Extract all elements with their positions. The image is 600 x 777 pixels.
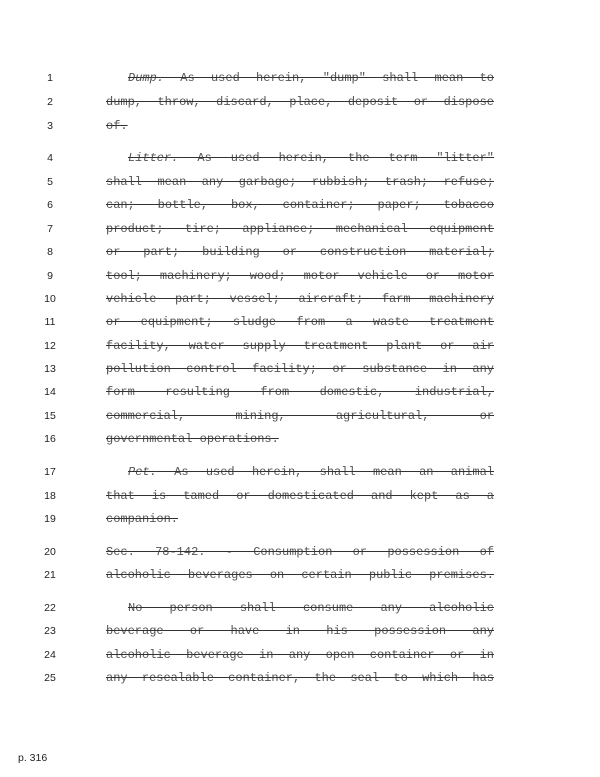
line-text: product; tire; appliance; mechanical equipment [106, 222, 494, 236]
line-text: Dump. As used herein, "dump" shall mean to [128, 71, 494, 85]
defined-term: Dump. [128, 71, 165, 85]
line-number: 16 [44, 433, 56, 445]
line-number: 13 [44, 363, 56, 375]
line-number: 5 [47, 176, 53, 188]
line-number: 9 [47, 270, 53, 282]
line-3 [0, 118, 600, 141]
line-text: dump, throw, discard, place, deposit or dispose [106, 95, 494, 109]
line-17 [0, 464, 600, 487]
line-number: 21 [44, 569, 56, 581]
line-text: form resulting from domestic, industrial, [106, 385, 494, 399]
line-number: 7 [47, 223, 53, 235]
line-8 [0, 244, 600, 267]
line-23 [0, 623, 600, 646]
section-heading: Sec. 78-142. - Consumption or possession of [106, 545, 494, 559]
line-text: that is tamed or domesticated and kept as a [106, 489, 494, 503]
line-number: 12 [44, 340, 56, 352]
line-number: 6 [47, 199, 53, 211]
line-1 [0, 70, 600, 93]
line-5 [0, 174, 600, 197]
line-number: 2 [47, 96, 53, 108]
line-number: 10 [44, 293, 56, 305]
line-text: facility, water supply treatment plant or air [106, 339, 494, 353]
line-text: Pet. As used herein, shall mean an animal [128, 465, 494, 479]
line-20 [0, 544, 600, 567]
line-15 [0, 408, 600, 431]
line-text: commercial, mining, agricultural, or [106, 409, 494, 423]
line-14 [0, 384, 600, 407]
line-text: governmental operations. [106, 432, 279, 446]
line-18 [0, 488, 600, 511]
line-4 [0, 150, 600, 173]
line-text: tool; machinery; wood; motor vehicle or motor [106, 269, 494, 283]
line-text: beverage or have in his possession any [106, 624, 494, 638]
line-text: of. [106, 119, 128, 133]
line-number: 25 [44, 672, 56, 684]
line-text: Litter. As used herein, the term "litter" [128, 151, 494, 165]
line-text: companion. [106, 512, 179, 526]
line-number: 1 [47, 72, 53, 84]
line-number: 11 [44, 316, 56, 328]
line-number: 23 [44, 625, 56, 637]
line-2 [0, 94, 600, 117]
line-7 [0, 221, 600, 244]
line-text: shall mean any garbage; rubbish; trash; refuse; [106, 175, 494, 189]
page-number: p. 316 [18, 752, 48, 764]
line-9 [0, 268, 600, 291]
line-16 [0, 431, 600, 454]
line-number: 19 [44, 513, 56, 525]
section-heading: alcoholic beverages on certain public premises. [106, 568, 494, 582]
line-number: 14 [44, 386, 56, 398]
line-text: or equipment; sludge from a waste treatment [106, 315, 494, 329]
line-number: 15 [44, 410, 56, 422]
line-text: pollution control facility; or substance in any [106, 362, 494, 376]
line-number: 24 [44, 649, 56, 661]
line-number: 8 [47, 246, 53, 258]
line-text: No person shall consume any alcoholic [128, 601, 494, 615]
line-number: 17 [44, 466, 56, 478]
line-10 [0, 291, 600, 314]
line-21 [0, 567, 600, 590]
line-11 [0, 314, 600, 337]
line-text: can; bottle, box, container; paper; tobacco [106, 198, 494, 212]
line-19 [0, 511, 600, 534]
line-22 [0, 600, 600, 623]
line-6 [0, 197, 600, 220]
line-12 [0, 338, 600, 361]
line-number: 22 [44, 602, 56, 614]
line-24 [0, 647, 600, 670]
line-number: 20 [44, 546, 56, 558]
line-13 [0, 361, 600, 384]
line-text: or part; building or construction material; [106, 245, 494, 259]
line-number: 3 [47, 120, 53, 132]
defined-term: Pet. [128, 465, 157, 479]
line-text: alcoholic beverage in any open container or in [106, 648, 494, 662]
defined-term: Litter. [128, 151, 179, 165]
line-text: any resealable container, the seal to which has [106, 671, 494, 685]
line-number: 4 [47, 152, 53, 164]
line-25 [0, 670, 600, 693]
line-number: 18 [44, 490, 56, 502]
line-text: vehicle part; vessel; aircraft; farm machinery [106, 292, 494, 306]
